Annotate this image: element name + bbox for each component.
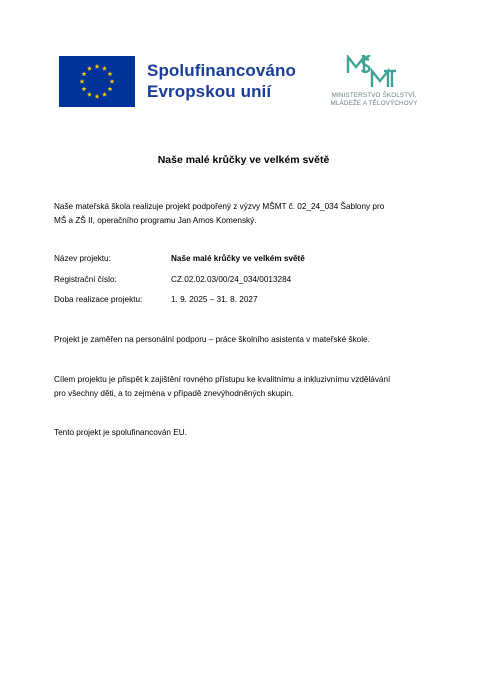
msmt-logo: [316, 55, 432, 115]
project-focus-text: Projekt je zaměřen na personální podporu – práce školního asistenta v mateřské škole.: [54, 335, 370, 344]
intro-line-1: Naše mateřská škola realizuje projekt podpořený z výzvy MŠMT č. 02_24_034 Šablony pro: [54, 202, 385, 211]
detail-value-duration: 1. 9. 2025 – 31. 8. 2027: [171, 295, 258, 304]
msmt-caption-line2: MLÁDEŽE A TĚLOVÝCHOVY: [330, 100, 418, 107]
detail-label-name: Název projektu:: [54, 254, 111, 263]
msmt-mark-icon: [346, 55, 398, 89]
eu-logo-line2: Evropskou unií: [147, 82, 272, 101]
cofinancing-text: Tento projekt je spolufinancován EU.: [54, 428, 187, 437]
eu-logo-line1: Spolufinancováno: [147, 61, 296, 80]
detail-value-name: Naše malé krůčky ve velkém světě: [171, 254, 305, 263]
detail-value-registration: CZ.02.02.03/00/24_034/0013284: [171, 275, 292, 284]
eu-cofinancing-logo-text: [147, 60, 296, 102]
goal-line-1: Cílem projektu je přispět k zajištění rovného přístupu ke kvalitnímu a inkluzivnímu vzdělávání: [54, 375, 391, 384]
detail-label-duration: Doba realizace projektu:: [54, 295, 143, 304]
document-title: Naše malé krůčky ve velkém světě: [157, 154, 330, 166]
goal-line-2: pro všechny děti, a to zejména v případě znevýhodněných skupin.: [54, 389, 294, 398]
msmt-caption-line1: MINISTERSTVO ŠKOLSTVÍ,: [331, 92, 417, 99]
intro-line-2: MŠ a ZŠ II, operačního programu Jan Amos Komenský.: [54, 216, 257, 225]
msmt-caption: [316, 92, 432, 108]
detail-label-registration: Registrační číslo:: [54, 275, 117, 284]
eu-flag-icon: [59, 56, 135, 107]
